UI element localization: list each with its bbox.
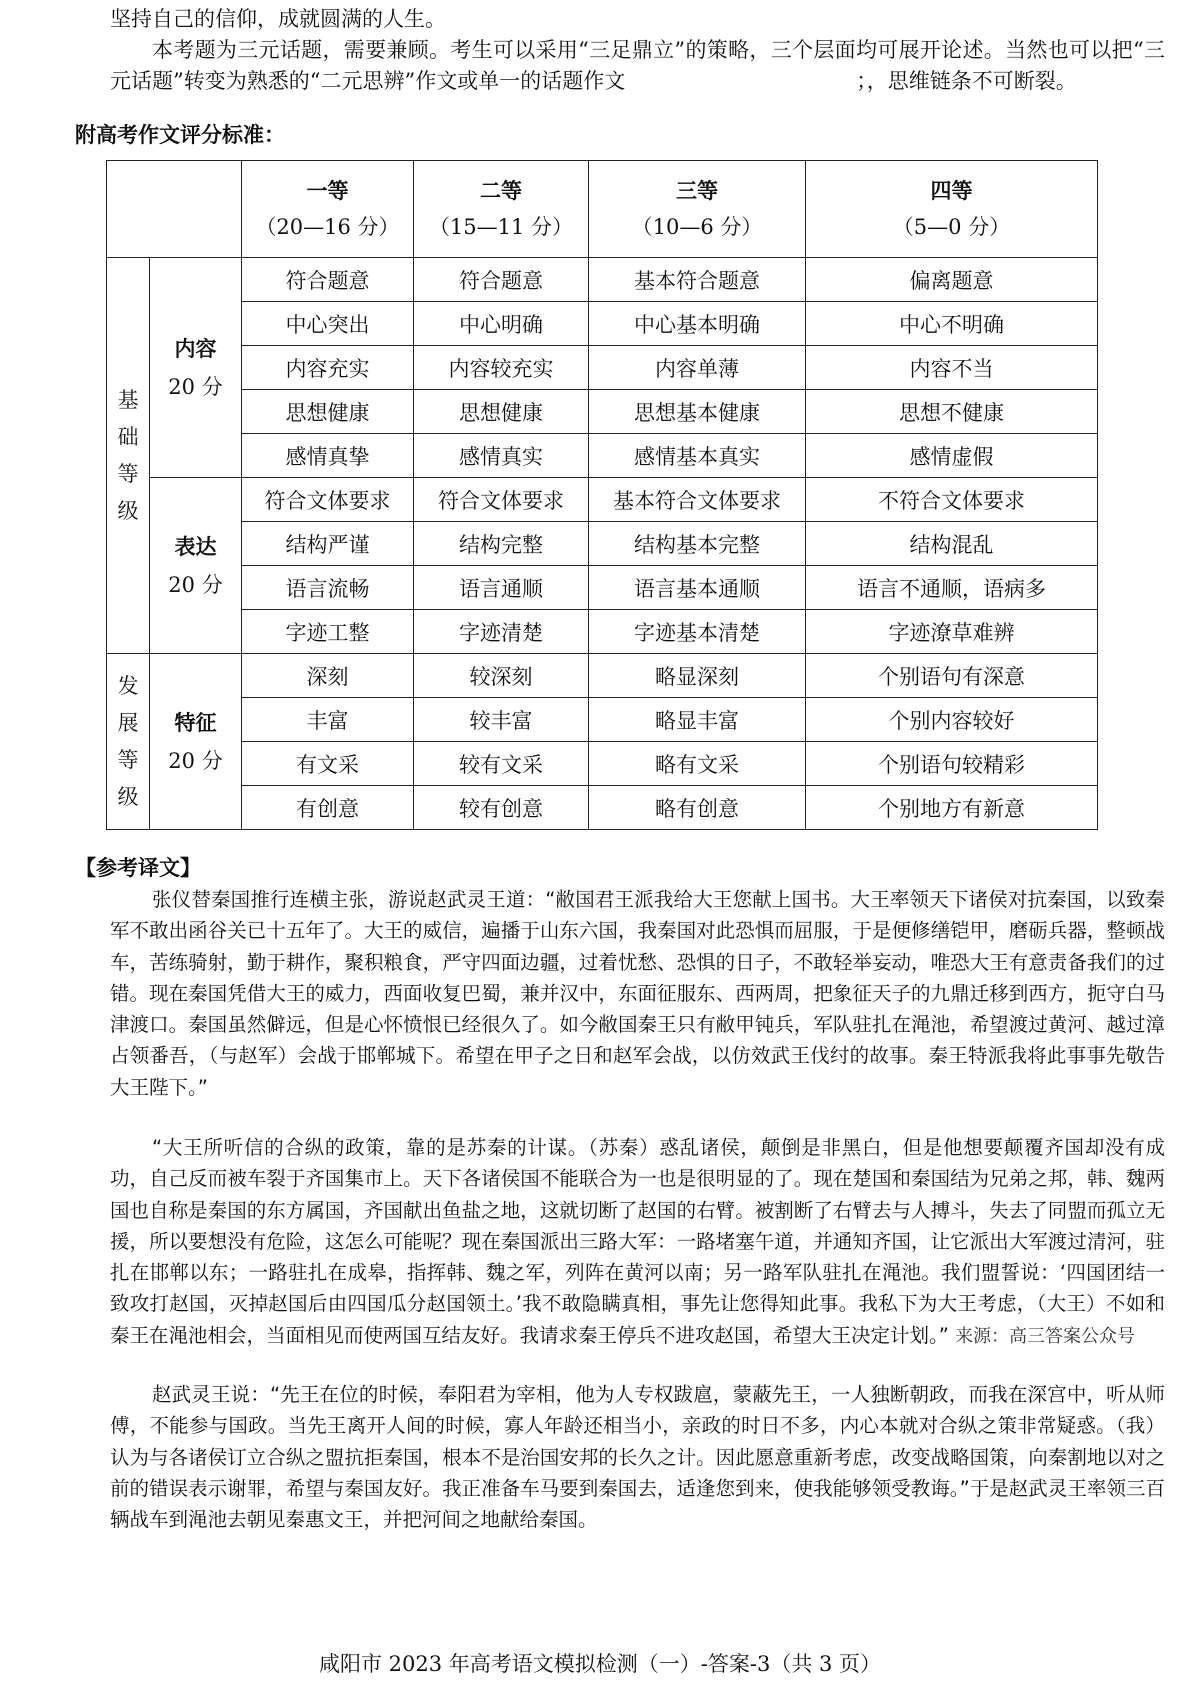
table-cell: 个别语句有深意 <box>806 654 1098 698</box>
table-cell: 思想基本健康 <box>589 390 806 434</box>
table-cell: 内容不当 <box>806 346 1098 390</box>
header-blank-cell <box>107 161 242 258</box>
page-footer: 咸阳市 2023 年高考语文模拟检测（一）-答案-3（共 3 页） <box>318 1652 882 1676</box>
table-cell: 有创意 <box>242 786 414 830</box>
table-cell: 基本符合题意 <box>589 258 806 302</box>
table-cell: 较深刻 <box>414 654 589 698</box>
table-cell: 思想健康 <box>242 390 414 434</box>
subcategory-content: 内容 20 分 <box>150 258 242 478</box>
table-cell: 思想不健康 <box>806 390 1098 434</box>
table-cell: 基本符合文体要求 <box>589 478 806 522</box>
category-basic: 基础等级 <box>107 258 150 654</box>
table-cell: 语言不通顺，语病多 <box>806 566 1098 610</box>
table-cell: 较丰富 <box>414 698 589 742</box>
table-cell: 符合题意 <box>242 258 414 302</box>
table-cell: 中心不明确 <box>806 302 1098 346</box>
translation-paragraph-2 <box>110 1132 1165 1352</box>
table-cell: 结构完整 <box>414 522 589 566</box>
translation-paragraph-3: 赵武灵王说：“先王在位的时候，奉阳君为宰相，他为人专权跋扈，蒙蔽先王，一人独断朝政，而我在深宫中，听从师傅，不能参与国政。当先王离开人间的时候，寡人年龄还相当小，亲政的时日不多，内心本就对合纵之策非常疑惑。（我）认为与各诸侯订立合纵之盟抗拒秦国，根本不是治国安邦的长久之计。因此愿意重新考虑，改变战略国策，向秦割地以对之前的错误表示谢罪，希望与秦国友好。我正准备车马要到秦国去，适逢您到来，使我能够领受教诲。”于是赵武灵王率领三百辆战车到渑池去朝见秦惠文王，并把河间之地献给秦国。 <box>110 1383 1165 1532</box>
table-cell: 结构基本完整 <box>589 522 806 566</box>
table-cell: 感情真挚 <box>242 434 414 478</box>
table-cell: 较有文采 <box>414 742 589 786</box>
header-grade-4: 四等 （5—0 分） <box>806 161 1098 258</box>
table-cell: 深刻 <box>242 654 414 698</box>
header-grade-2: 二等 （15—11 分） <box>414 161 589 258</box>
table-cell: 结构严谨 <box>242 522 414 566</box>
subcategory-expression: 表达 20 分 <box>150 478 242 654</box>
table-cell: 字迹工整 <box>242 610 414 654</box>
table-row <box>107 610 1098 654</box>
table-cell: 字迹潦草难辨 <box>806 610 1098 654</box>
table-row <box>107 302 1098 346</box>
table-cell: 个别内容较好 <box>806 698 1098 742</box>
header-grade-1: 一等 （20—16 分） <box>242 161 414 258</box>
table-cell: 中心明确 <box>414 302 589 346</box>
table-cell: 丰富 <box>242 698 414 742</box>
table-cell: 中心基本明确 <box>589 302 806 346</box>
header-grade-3: 三等 （10—6 分） <box>589 161 806 258</box>
table-cell: 不符合文体要求 <box>806 478 1098 522</box>
table-cell: 略有创意 <box>589 786 806 830</box>
translation-paragraph-1: 张仪替秦国推行连横主张，游说赵武灵王道：“敝国君王派我给大王您献上国书。大王率领天下诸侯对抗秦国，以致秦军不敢出函谷关已十五年了。大王的威信，遍播于山东六国，我秦国对此恐惧而屈服，于是便修缮铠甲，磨砺兵器，整顿战车，苦练骑射，勤于耕作，聚积粮食，严守四面边疆，过着忧愁、恐惧的日子，不敢轻举妄动，唯恐大王有意责备我们的过错。现在秦国凭借大王的威力，西面收复巴蜀，兼并汉中，东面征服东、西两周，把象征天子的九鼎迁移到西方，扼守白马津渡口。秦国虽然僻远，但是心怀愤恨已经很久了。如今敝国秦王只有敝甲钝兵，军队驻扎在渑池，希望渡过黄河、越过漳占领番吾，（与赵军）会战于邯郸城下。希望在甲子之日和赵军会战，以仿效武王伐纣的故事。秦王特派我将此事事先敬告大王陛下。” <box>110 888 1165 1099</box>
table-cell: 内容单薄 <box>589 346 806 390</box>
table-cell: 感情真实 <box>414 434 589 478</box>
table-row <box>107 566 1098 610</box>
table-cell: 感情虚假 <box>806 434 1098 478</box>
translation-paragraph-2-text: “大王所听信的合纵的政策，靠的是苏秦的计谋。（苏秦）惑乱诸侯，颠倒是非黑白，但是他想要颠覆齐国却没有成功，自己反而被车裂于齐国集市上。天下各诸侯国不能联合为一也是很明显的了。现在楚国和秦国结为兄弟之邦，韩、魏两国也自称是秦国的东方属国，齐国献出鱼盐之地，这就切断了赵国的右臂。被割断了右臂去与人搏斗，失去了同盟而孤立无援，所以要想没有危险，这怎么可能呢？现在秦国派出三路大军：一路堵塞午道，并通知齐国，让它派出大军渡过清河，驻扎在邯郸以东；一路驻扎在成皋，指挥韩、魏之军，列阵在黄河以南；另一路军队驻扎在渑池。我们盟誓说：‘四国团结一致攻打赵国，灭掉赵国后由四国瓜分赵国领土。’我不敢隐瞒真相，事先让您得知此事。我私下为大王考虑，（大王）不如和秦王在渑池相会，当面相见而使两国互结友好。我请求秦王停兵不进攻赵国，希望大王决定计划。” <box>110 1136 1165 1347</box>
subcategory-features: 特征 20 分 <box>150 654 242 830</box>
table-cell: 思想健康 <box>414 390 589 434</box>
table-cell: 个别语句较精彩 <box>806 742 1098 786</box>
table-cell: 语言基本通顺 <box>589 566 806 610</box>
table-cell: 结构混乱 <box>806 522 1098 566</box>
table-row <box>107 346 1098 390</box>
table-cell: 字迹清楚 <box>414 610 589 654</box>
table-row <box>107 434 1098 478</box>
table-cell: 感情基本真实 <box>589 434 806 478</box>
table-cell: 中心突出 <box>242 302 414 346</box>
table-row <box>107 522 1098 566</box>
table-cell: 内容较充实 <box>414 346 589 390</box>
table-cell: 较有创意 <box>414 786 589 830</box>
table-cell: 略显深刻 <box>589 654 806 698</box>
table-header-row <box>107 161 1098 258</box>
intro-closing-line: 坚持自己的信仰，成就圆满的人生。 <box>110 7 446 31</box>
table-cell: 略显丰富 <box>589 698 806 742</box>
category-development: 发展等级 <box>107 654 150 830</box>
table-cell: 个别地方有新意 <box>806 786 1098 830</box>
grading-table-wrapper <box>106 160 1097 830</box>
table-cell: 有文采 <box>242 742 414 786</box>
table-cell: 符合文体要求 <box>414 478 589 522</box>
table-cell: 语言通顺 <box>414 566 589 610</box>
table-row <box>107 258 1098 302</box>
table-row <box>107 698 1098 742</box>
table-cell: 略有文采 <box>589 742 806 786</box>
grading-table <box>106 160 1098 830</box>
intro-paragraph: 本考题为三元话题，需要兼顾。考生可以采用“三足鼎立”的策略，三个层面均可展开论述。当然也可以把“三元话题”转变为熟悉的“二元思辨”作文或单一的话题作文 ；，思维链条不可断裂。 <box>110 38 1165 94</box>
translation-label: 【参考译文】 <box>75 856 201 880</box>
table-cell: 偏离题意 <box>806 258 1098 302</box>
table-row <box>107 390 1098 434</box>
rubric-label: 附高考作文评分标准： <box>75 123 285 147</box>
table-row <box>107 654 1098 698</box>
table-cell: 符合文体要求 <box>242 478 414 522</box>
table-row <box>107 786 1098 830</box>
source-note: 来源：高三答案公众号 <box>955 1325 1136 1347</box>
table-cell: 内容充实 <box>242 346 414 390</box>
table-cell: 符合题意 <box>414 258 589 302</box>
table-cell: 语言流畅 <box>242 566 414 610</box>
table-row <box>107 742 1098 786</box>
table-cell: 字迹基本清楚 <box>589 610 806 654</box>
table-row <box>107 478 1098 522</box>
